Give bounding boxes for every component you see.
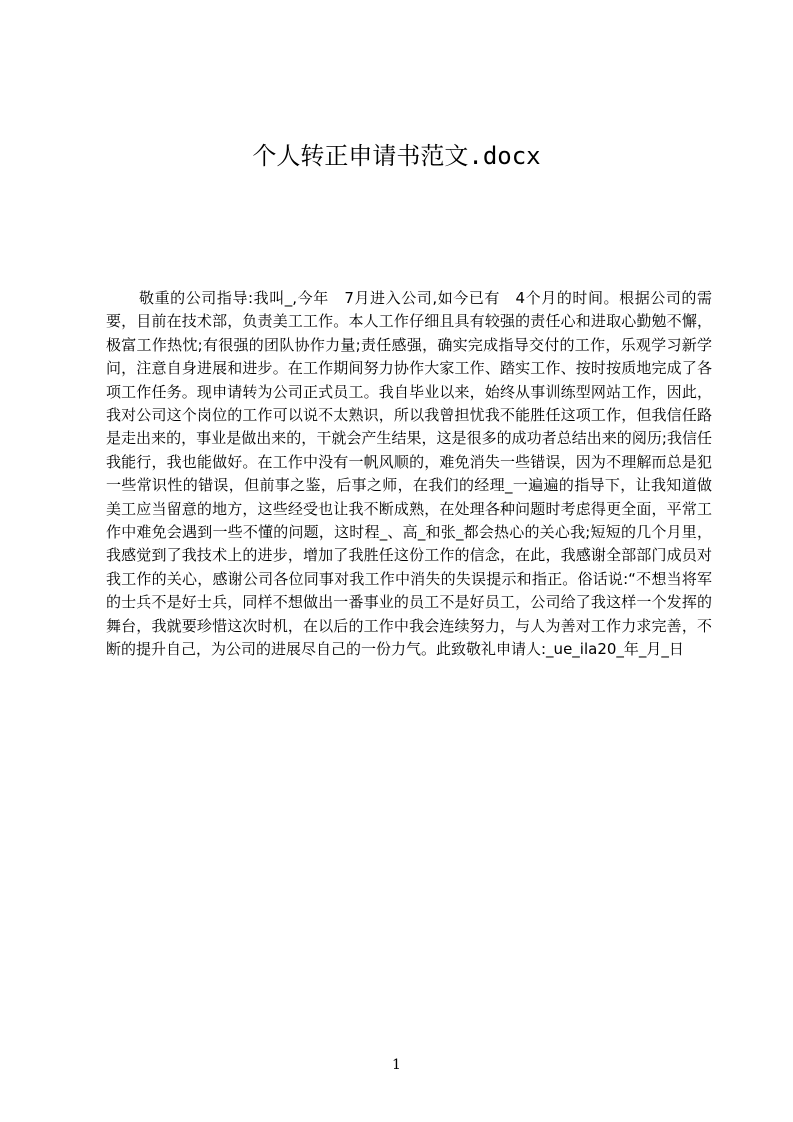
document-body-paragraph: 敬重的公司指导:我叫_,今年 7月进入公司,如今已有 4个月的时间。根据公司的需要，目前在技术部，负责美工工作。本人工作仔细且具有较强的责任心和进取心勤勉不懈，极富工作热忱;有很强的团队协作力量;责任感强，确实完成指导交付的工作，乐观学习新学问，注意自身进展和进步。在工作期间努力协作大家工作、踏实工作、按时按质地完成了各项工作任务。现申请转为公司正式员工。我自毕业以来，始终从事训练型网站工作，因此，我对公司这个岗位的工作可以说不太熟识，所以我曾担忧我不能胜任这项工作，但我信任路是走出来的，事业是做出来的，干就会产生结果，这是很多的成功者总结出来的阅历;我信任我能行，我也能做好。在工作中没有一帆风顺的，难免消失一些错误，因为不理解而总是犯一些常识性的错误，但前事之鉴，后事之师，在我们的经理_一遍遍的指导下，让我知道做美工应当留意的地方，这些经受也让我不断成熟，在处理各种问题时考虑得更全面，平常工作中难免会遇到一些不懂的问题，这时程_、高_和张_都会热心的关心我;短短的几个月里，我感觉到了我技术上的进步，增加了我胜任这份工作的信念，在此，我感谢全部部门成员对我工作的关心，感谢公司各位同事对我工作中消失的失误提示和指正。俗话说:“不想当将军的士兵不是好士兵，同样不想做出一番事业的员工不是好员工，公司给了我这样一个发挥的舞台，我就要珍惜这次时机，在以后的工作中我会连续努力，与人为善对工作力求完善，不断的提升自己，为公司的进展尽自己的一份力气。此致敬礼申请人:_ue_ila20_年_月_日 [106,289,712,659]
page-number: 1 [392,1057,401,1073]
document-title: 个人转正申请书范文.docx [252,142,541,170]
